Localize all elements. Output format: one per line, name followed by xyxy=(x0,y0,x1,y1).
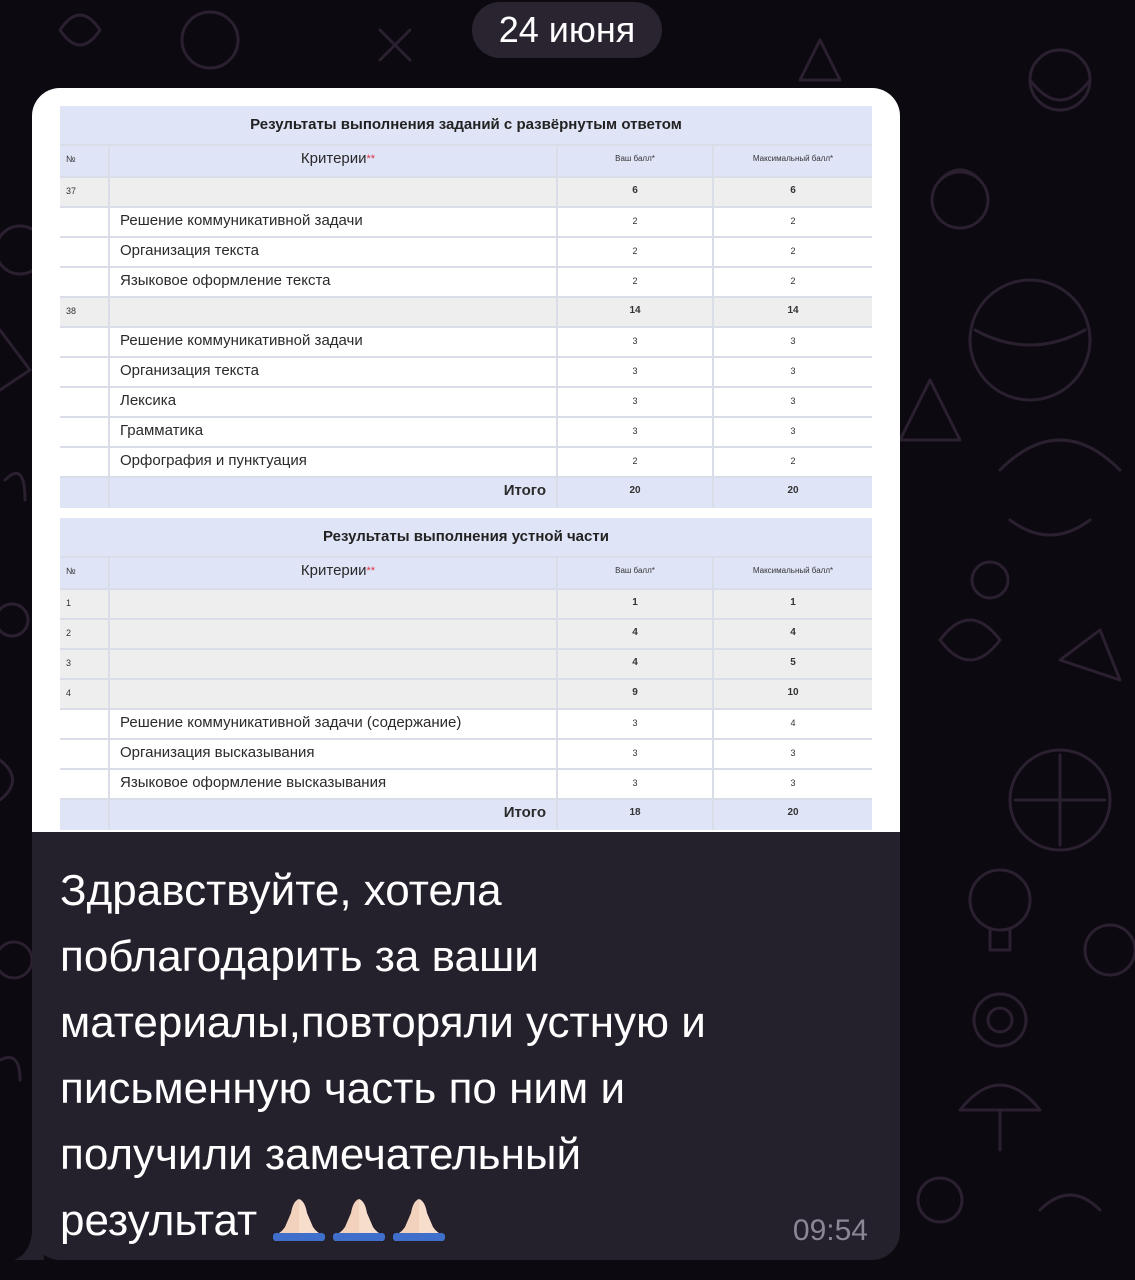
header-score: Ваш балл* xyxy=(558,558,714,588)
row-score: 3 xyxy=(558,418,714,446)
row-score: 6 xyxy=(558,178,714,206)
row-max-score: 3 xyxy=(790,396,796,406)
results-table-oral xyxy=(60,518,872,830)
total-max: 20 xyxy=(787,807,799,818)
row-max-score: 5 xyxy=(790,657,796,668)
total-max: 20 xyxy=(787,485,799,496)
header-number: № xyxy=(60,146,110,176)
row-criteria: Решение коммуникативной задачи xyxy=(110,208,558,236)
photo-attachment[interactable] xyxy=(32,88,900,832)
table-total-row xyxy=(60,476,872,508)
row-number xyxy=(60,328,110,356)
task-row xyxy=(60,588,872,618)
task-row xyxy=(60,678,872,708)
message-line: получили замечательный xyxy=(60,1130,582,1179)
row-max-score: 4 xyxy=(790,627,796,638)
table-title: Результаты выполнения заданий с развёрнутым ответом xyxy=(60,106,872,144)
row-criteria: Лексика xyxy=(110,388,558,416)
row-max-score: 3 xyxy=(790,426,796,436)
criteria-row xyxy=(60,266,872,296)
message-line: письменную часть по ним и xyxy=(60,1064,626,1113)
criteria-row xyxy=(60,708,872,738)
row-number xyxy=(60,388,110,416)
criteria-row xyxy=(60,206,872,236)
bubble-tail xyxy=(14,1232,44,1260)
message-last-line xyxy=(60,1188,860,1254)
header-score: Ваш балл* xyxy=(558,146,714,176)
criteria-row xyxy=(60,386,872,416)
message-line: поблагодарить за ваши xyxy=(60,932,539,981)
task-row xyxy=(60,648,872,678)
row-max-score: 2 xyxy=(790,216,796,226)
criteria-row xyxy=(60,416,872,446)
table-header-row xyxy=(60,144,872,176)
row-score: 3 xyxy=(558,388,714,416)
total-label: Итого xyxy=(110,478,558,508)
row-number: 37 xyxy=(60,178,110,206)
row-criteria: Решение коммуникативной задачи xyxy=(110,328,558,356)
praying-hands-emoji xyxy=(329,1197,389,1241)
row-score: 3 xyxy=(558,770,714,798)
total-score: 20 xyxy=(558,478,714,508)
row-score: 2 xyxy=(558,208,714,236)
row-number xyxy=(60,770,110,798)
row-criteria: Языковое оформление текста xyxy=(110,268,558,296)
row-max-score: 1 xyxy=(790,597,796,608)
header-criteria: Критерии** xyxy=(110,558,558,588)
praying-hands-emoji xyxy=(389,1197,449,1241)
results-table-written xyxy=(60,106,872,508)
row-number xyxy=(60,358,110,386)
row-number: 1 xyxy=(60,590,110,618)
row-criteria: Решение коммуникативной задачи (содержание) xyxy=(110,710,558,738)
row-max-score: 2 xyxy=(790,246,796,256)
row-score: 1 xyxy=(558,590,714,618)
row-criteria: Грамматика xyxy=(110,418,558,446)
row-max-score: 3 xyxy=(790,748,796,758)
row-score: 3 xyxy=(558,740,714,768)
row-score: 3 xyxy=(558,710,714,738)
message-line: Здравствуйте, хотела xyxy=(60,866,502,915)
row-number xyxy=(60,740,110,768)
row-score: 3 xyxy=(558,328,714,356)
row-criteria xyxy=(110,590,558,618)
row-number: 3 xyxy=(60,650,110,678)
row-score: 4 xyxy=(558,650,714,678)
row-max-score: 14 xyxy=(787,305,799,316)
row-number xyxy=(60,710,110,738)
asterisk-note: ** xyxy=(366,153,376,165)
message-line: материалы,повторяли устную и xyxy=(60,998,706,1047)
row-score: 4 xyxy=(558,620,714,648)
row-score: 3 xyxy=(558,358,714,386)
task-row xyxy=(60,618,872,648)
row-criteria: Орфография и пунктуация xyxy=(110,448,558,476)
header-max-score: Максимальный балл* xyxy=(752,566,834,575)
praying-hands-emoji xyxy=(269,1197,329,1241)
row-criteria xyxy=(110,680,558,708)
header-number: № xyxy=(60,558,110,588)
row-max-score: 3 xyxy=(790,778,796,788)
message-bubble[interactable] xyxy=(32,88,900,1260)
criteria-row xyxy=(60,768,872,798)
row-criteria xyxy=(110,298,558,326)
row-score: 2 xyxy=(558,238,714,266)
row-criteria xyxy=(110,650,558,678)
header-criteria: Критерии** xyxy=(110,146,558,176)
row-number xyxy=(60,268,110,296)
date-separator: 24 июня xyxy=(472,2,662,58)
row-number xyxy=(60,238,110,266)
criteria-row xyxy=(60,738,872,768)
row-score: 14 xyxy=(558,298,714,326)
row-criteria: Организация текста xyxy=(110,358,558,386)
table-header-row xyxy=(60,556,872,588)
message-timestamp: 09:54 xyxy=(792,1214,868,1247)
asterisk-note: ** xyxy=(366,565,376,577)
message-line: результат xyxy=(60,1196,258,1245)
table-title: Результаты выполнения устной части xyxy=(60,518,872,556)
row-max-score: 3 xyxy=(790,336,796,346)
row-number xyxy=(60,208,110,236)
header-max-score: Максимальный балл* xyxy=(752,154,834,163)
row-criteria: Языковое оформление высказывания xyxy=(110,770,558,798)
row-max-score: 10 xyxy=(787,687,799,698)
row-max-score: 2 xyxy=(790,456,796,466)
row-number: 4 xyxy=(60,680,110,708)
criteria-row xyxy=(60,236,872,266)
row-criteria xyxy=(110,620,558,648)
row-max-score: 2 xyxy=(790,276,796,286)
total-score: 18 xyxy=(558,800,714,830)
row-score: 2 xyxy=(558,268,714,296)
row-number xyxy=(60,418,110,446)
row-score: 2 xyxy=(558,448,714,476)
row-number: 38 xyxy=(60,298,110,326)
row-number xyxy=(60,448,110,476)
criteria-row xyxy=(60,356,872,386)
table-total-row xyxy=(60,798,872,830)
task-row xyxy=(60,176,872,206)
row-number: 2 xyxy=(60,620,110,648)
criteria-row xyxy=(60,326,872,356)
row-criteria: Организация текста xyxy=(110,238,558,266)
row-score: 9 xyxy=(558,680,714,708)
task-row xyxy=(60,296,872,326)
row-criteria xyxy=(110,178,558,206)
message-text xyxy=(60,858,860,1254)
row-max-score: 4 xyxy=(790,718,796,728)
row-criteria: Организация высказывания xyxy=(110,740,558,768)
criteria-row xyxy=(60,446,872,476)
total-label: Итого xyxy=(110,800,558,830)
row-max-score: 6 xyxy=(790,185,796,196)
row-max-score: 3 xyxy=(790,366,796,376)
